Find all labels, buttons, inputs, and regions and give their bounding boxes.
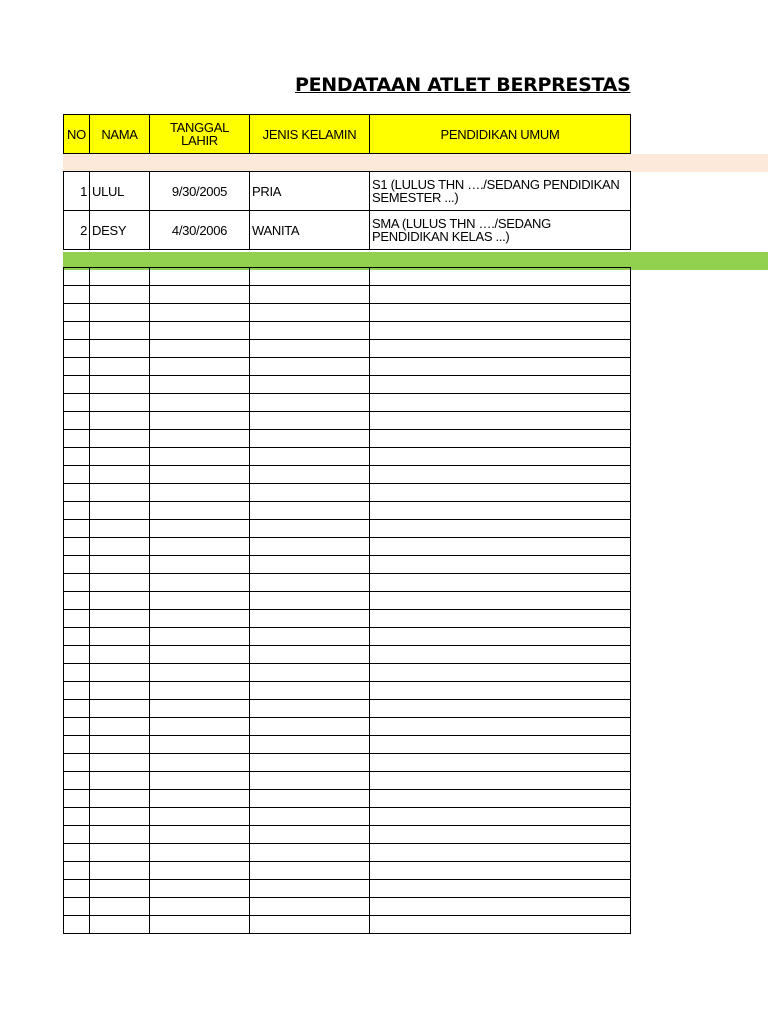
empty-cell[interactable]: [250, 358, 370, 376]
empty-cell[interactable]: [370, 898, 631, 916]
cell-pendidikan[interactable]: SMA (LULUS THN …./SEDANG PENDIDIKAN KELAS ...): [370, 211, 631, 250]
empty-cell[interactable]: [90, 682, 150, 700]
empty-cell[interactable]: [64, 646, 90, 664]
empty-table-row: [64, 808, 631, 826]
empty-cell[interactable]: [90, 268, 150, 286]
empty-cell[interactable]: [64, 484, 90, 502]
empty-cell[interactable]: [370, 754, 631, 772]
empty-cell[interactable]: [64, 628, 90, 646]
empty-cell[interactable]: [250, 700, 370, 718]
empty-cell[interactable]: [250, 862, 370, 880]
empty-cell[interactable]: [90, 358, 150, 376]
empty-cell[interactable]: [150, 376, 250, 394]
cell-jenis-kelamin[interactable]: PRIA: [250, 172, 370, 211]
empty-cell[interactable]: [250, 592, 370, 610]
empty-table-row: [64, 304, 631, 322]
empty-cell[interactable]: [250, 484, 370, 502]
empty-cell[interactable]: [64, 898, 90, 916]
empty-table-row: [64, 790, 631, 808]
empty-table-row: [64, 628, 631, 646]
empty-cell[interactable]: [90, 916, 150, 934]
empty-table-row: [64, 610, 631, 628]
empty-cell[interactable]: [90, 700, 150, 718]
empty-cell[interactable]: [90, 790, 150, 808]
empty-cell[interactable]: [90, 448, 150, 466]
empty-table-row: [64, 538, 631, 556]
empty-cell[interactable]: [250, 322, 370, 340]
empty-cell[interactable]: [64, 736, 90, 754]
empty-cell[interactable]: [370, 376, 631, 394]
empty-cell[interactable]: [150, 844, 250, 862]
empty-cell[interactable]: [150, 808, 250, 826]
empty-cell[interactable]: [250, 286, 370, 304]
empty-cell[interactable]: [150, 448, 250, 466]
empty-cell[interactable]: [370, 448, 631, 466]
empty-table-row: [64, 394, 631, 412]
empty-cell[interactable]: [64, 304, 90, 322]
empty-cell[interactable]: [150, 358, 250, 376]
empty-cell[interactable]: [250, 376, 370, 394]
empty-cell[interactable]: [370, 664, 631, 682]
empty-cell[interactable]: [370, 592, 631, 610]
empty-cell[interactable]: [64, 718, 90, 736]
empty-table-row: [64, 556, 631, 574]
cell-tanggal-lahir[interactable]: 9/30/2005: [150, 172, 250, 211]
empty-cell[interactable]: [370, 790, 631, 808]
empty-cell[interactable]: [370, 808, 631, 826]
empty-cell[interactable]: [64, 574, 90, 592]
empty-cell[interactable]: [370, 700, 631, 718]
empty-cell[interactable]: [90, 412, 150, 430]
empty-table-row: [64, 772, 631, 790]
empty-cell[interactable]: [64, 592, 90, 610]
empty-cell[interactable]: [64, 862, 90, 880]
empty-cell[interactable]: [370, 772, 631, 790]
empty-cell[interactable]: [250, 574, 370, 592]
empty-cell[interactable]: [150, 430, 250, 448]
empty-cell[interactable]: [64, 322, 90, 340]
empty-cell[interactable]: [90, 502, 150, 520]
empty-table-row: [64, 880, 631, 898]
empty-cell[interactable]: [370, 718, 631, 736]
empty-cell[interactable]: [370, 628, 631, 646]
empty-cell[interactable]: [370, 430, 631, 448]
empty-cell[interactable]: [90, 520, 150, 538]
empty-cell[interactable]: [250, 448, 370, 466]
empty-cell[interactable]: [90, 862, 150, 880]
empty-cell[interactable]: [64, 538, 90, 556]
empty-table-row: [64, 700, 631, 718]
empty-table-row: [64, 286, 631, 304]
empty-cell[interactable]: [370, 322, 631, 340]
empty-cell[interactable]: [150, 538, 250, 556]
empty-cell[interactable]: [150, 772, 250, 790]
empty-cell[interactable]: [90, 556, 150, 574]
empty-cell[interactable]: [250, 430, 370, 448]
empty-cell[interactable]: [150, 502, 250, 520]
empty-cell[interactable]: [370, 286, 631, 304]
empty-cell[interactable]: [250, 394, 370, 412]
empty-table-row: [64, 520, 631, 538]
empty-cell[interactable]: [150, 916, 250, 934]
empty-cell[interactable]: [150, 862, 250, 880]
empty-cell[interactable]: [250, 826, 370, 844]
empty-cell[interactable]: [250, 664, 370, 682]
empty-cell[interactable]: [150, 322, 250, 340]
empty-table-row: [64, 916, 631, 934]
empty-cell[interactable]: [250, 808, 370, 826]
empty-cell[interactable]: [370, 502, 631, 520]
empty-cell[interactable]: [150, 574, 250, 592]
empty-table-row: [64, 484, 631, 502]
empty-cell[interactable]: [90, 340, 150, 358]
spacer-row: [64, 250, 631, 268]
empty-cell[interactable]: [64, 376, 90, 394]
empty-cell[interactable]: [370, 268, 631, 286]
empty-cell[interactable]: [250, 736, 370, 754]
empty-cell[interactable]: [64, 664, 90, 682]
empty-cell[interactable]: [150, 682, 250, 700]
empty-cell[interactable]: [370, 412, 631, 430]
empty-cell[interactable]: [64, 610, 90, 628]
empty-table-row: [64, 574, 631, 592]
empty-cell[interactable]: [90, 898, 150, 916]
empty-cell[interactable]: [250, 772, 370, 790]
page-title: PENDATAAN ATLET BERPRESTAS: [295, 74, 631, 96]
empty-table-row: [64, 448, 631, 466]
cell-pendidikan[interactable]: S1 (LULUS THN …./SEDANG PENDIDIKAN SEMESTER ...): [370, 172, 631, 211]
empty-cell[interactable]: [250, 466, 370, 484]
empty-table-row: [64, 466, 631, 484]
empty-cell[interactable]: [370, 736, 631, 754]
empty-cell[interactable]: [370, 304, 631, 322]
empty-cell[interactable]: [250, 610, 370, 628]
empty-cell[interactable]: [370, 826, 631, 844]
empty-cell[interactable]: [64, 754, 90, 772]
empty-cell[interactable]: [250, 754, 370, 772]
empty-cell[interactable]: [64, 448, 90, 466]
table-header-row: [64, 115, 631, 154]
empty-cell[interactable]: [90, 664, 150, 682]
empty-table-row: [64, 754, 631, 772]
empty-cell[interactable]: [150, 340, 250, 358]
empty-cell[interactable]: [64, 826, 90, 844]
empty-cell[interactable]: [90, 826, 150, 844]
empty-cell[interactable]: [90, 736, 150, 754]
empty-cell[interactable]: [150, 394, 250, 412]
empty-cell[interactable]: [250, 340, 370, 358]
empty-cell[interactable]: [370, 682, 631, 700]
empty-cell[interactable]: [150, 754, 250, 772]
empty-cell[interactable]: [150, 898, 250, 916]
empty-cell[interactable]: [250, 520, 370, 538]
empty-cell[interactable]: [250, 880, 370, 898]
empty-table-row: [64, 322, 631, 340]
empty-table-row: [64, 376, 631, 394]
empty-cell[interactable]: [250, 268, 370, 286]
empty-cell[interactable]: [64, 880, 90, 898]
empty-cell[interactable]: [90, 574, 150, 592]
empty-table-row: [64, 412, 631, 430]
empty-cell[interactable]: [64, 268, 90, 286]
empty-cell[interactable]: [370, 358, 631, 376]
cell-jenis-kelamin[interactable]: WANITA: [250, 211, 370, 250]
empty-table-row: [64, 358, 631, 376]
empty-cell[interactable]: [150, 736, 250, 754]
empty-cell[interactable]: [90, 592, 150, 610]
empty-cell[interactable]: [64, 700, 90, 718]
empty-cell[interactable]: [90, 304, 150, 322]
empty-cell[interactable]: [64, 772, 90, 790]
empty-cell[interactable]: [250, 646, 370, 664]
empty-cell[interactable]: [370, 862, 631, 880]
empty-table-row: [64, 862, 631, 880]
empty-cell[interactable]: [250, 538, 370, 556]
header-tanggal-lahir[interactable]: TANGGAL LAHIR: [150, 115, 250, 154]
cell-no[interactable]: 2: [64, 211, 90, 250]
empty-cell[interactable]: [90, 880, 150, 898]
empty-cell[interactable]: [90, 376, 150, 394]
empty-cell[interactable]: [90, 718, 150, 736]
header-nama[interactable]: NAMA: [90, 115, 150, 154]
empty-cell[interactable]: [250, 628, 370, 646]
empty-cell[interactable]: [150, 286, 250, 304]
empty-cell[interactable]: [64, 340, 90, 358]
empty-cell[interactable]: [370, 520, 631, 538]
empty-cell[interactable]: [150, 628, 250, 646]
empty-table-row: [64, 736, 631, 754]
empty-cell[interactable]: [150, 646, 250, 664]
empty-cell[interactable]: [150, 592, 250, 610]
empty-table-row: [64, 826, 631, 844]
empty-cell[interactable]: [370, 340, 631, 358]
empty-cell[interactable]: [370, 610, 631, 628]
empty-cell[interactable]: [64, 808, 90, 826]
empty-cell[interactable]: [64, 916, 90, 934]
empty-cell[interactable]: [90, 538, 150, 556]
empty-cell[interactable]: [90, 394, 150, 412]
empty-cell[interactable]: [250, 844, 370, 862]
empty-cell[interactable]: [370, 556, 631, 574]
empty-cell[interactable]: [64, 556, 90, 574]
header-pendidikan[interactable]: PENDIDIKAN UMUM: [370, 115, 631, 154]
empty-cell[interactable]: [150, 610, 250, 628]
empty-table-row: [64, 664, 631, 682]
empty-cell[interactable]: [64, 682, 90, 700]
empty-cell[interactable]: [250, 682, 370, 700]
empty-cell[interactable]: [64, 286, 90, 304]
empty-cell[interactable]: [370, 484, 631, 502]
empty-cell[interactable]: [90, 466, 150, 484]
empty-table-row: [64, 502, 631, 520]
empty-cell[interactable]: [90, 286, 150, 304]
empty-table-row: [64, 646, 631, 664]
empty-cell[interactable]: [370, 844, 631, 862]
empty-cell[interactable]: [250, 916, 370, 934]
empty-table-row: [64, 268, 631, 286]
empty-cell[interactable]: [370, 574, 631, 592]
empty-table-row: [64, 430, 631, 448]
cell-nama[interactable]: DESY: [90, 211, 150, 250]
empty-table-row: [64, 682, 631, 700]
empty-cell[interactable]: [90, 844, 150, 862]
empty-cell[interactable]: [90, 430, 150, 448]
empty-cell[interactable]: [150, 790, 250, 808]
spacer-row: [64, 154, 631, 172]
empty-cell[interactable]: [150, 412, 250, 430]
empty-cell[interactable]: [370, 880, 631, 898]
empty-cell[interactable]: [150, 268, 250, 286]
empty-cell[interactable]: [250, 898, 370, 916]
empty-cell[interactable]: [150, 466, 250, 484]
empty-cell[interactable]: [90, 322, 150, 340]
empty-cell[interactable]: [64, 358, 90, 376]
table-row: [64, 211, 631, 250]
header-no[interactable]: NO: [64, 115, 90, 154]
empty-cell[interactable]: [64, 430, 90, 448]
header-jenis-kelamin[interactable]: JENIS KELAMIN: [250, 115, 370, 154]
empty-table-row: [64, 340, 631, 358]
empty-cell[interactable]: [64, 502, 90, 520]
empty-cell[interactable]: [370, 538, 631, 556]
empty-cell[interactable]: [150, 700, 250, 718]
cell-no[interactable]: 1: [64, 172, 90, 211]
empty-cell[interactable]: [250, 790, 370, 808]
empty-cell[interactable]: [250, 304, 370, 322]
empty-cell[interactable]: [150, 556, 250, 574]
empty-cell[interactable]: [370, 466, 631, 484]
empty-cell[interactable]: [370, 916, 631, 934]
empty-cell[interactable]: [150, 484, 250, 502]
empty-cell[interactable]: [90, 772, 150, 790]
empty-table-row: [64, 718, 631, 736]
empty-cell[interactable]: [150, 880, 250, 898]
empty-cell[interactable]: [370, 394, 631, 412]
empty-cell[interactable]: [64, 520, 90, 538]
empty-cell[interactable]: [150, 664, 250, 682]
empty-cell[interactable]: [90, 610, 150, 628]
athlete-table: [63, 114, 631, 934]
empty-cell[interactable]: [150, 304, 250, 322]
empty-table-row: [64, 898, 631, 916]
cell-nama[interactable]: ULUL: [90, 172, 150, 211]
empty-cell[interactable]: [64, 844, 90, 862]
cell-tanggal-lahir[interactable]: 4/30/2006: [150, 211, 250, 250]
empty-cell[interactable]: [64, 394, 90, 412]
empty-cell[interactable]: [150, 520, 250, 538]
empty-cell[interactable]: [250, 718, 370, 736]
empty-cell[interactable]: [150, 826, 250, 844]
empty-cell[interactable]: [250, 502, 370, 520]
empty-cell[interactable]: [64, 412, 90, 430]
empty-table-row: [64, 844, 631, 862]
empty-cell[interactable]: [64, 790, 90, 808]
empty-cell[interactable]: [150, 718, 250, 736]
empty-cell[interactable]: [90, 484, 150, 502]
empty-cell[interactable]: [250, 412, 370, 430]
empty-cell[interactable]: [90, 646, 150, 664]
empty-cell[interactable]: [90, 754, 150, 772]
empty-cell[interactable]: [370, 646, 631, 664]
table-row: [64, 172, 631, 211]
empty-cell[interactable]: [90, 808, 150, 826]
empty-cell[interactable]: [90, 628, 150, 646]
empty-cell[interactable]: [64, 466, 90, 484]
empty-cell[interactable]: [250, 556, 370, 574]
empty-table-row: [64, 592, 631, 610]
